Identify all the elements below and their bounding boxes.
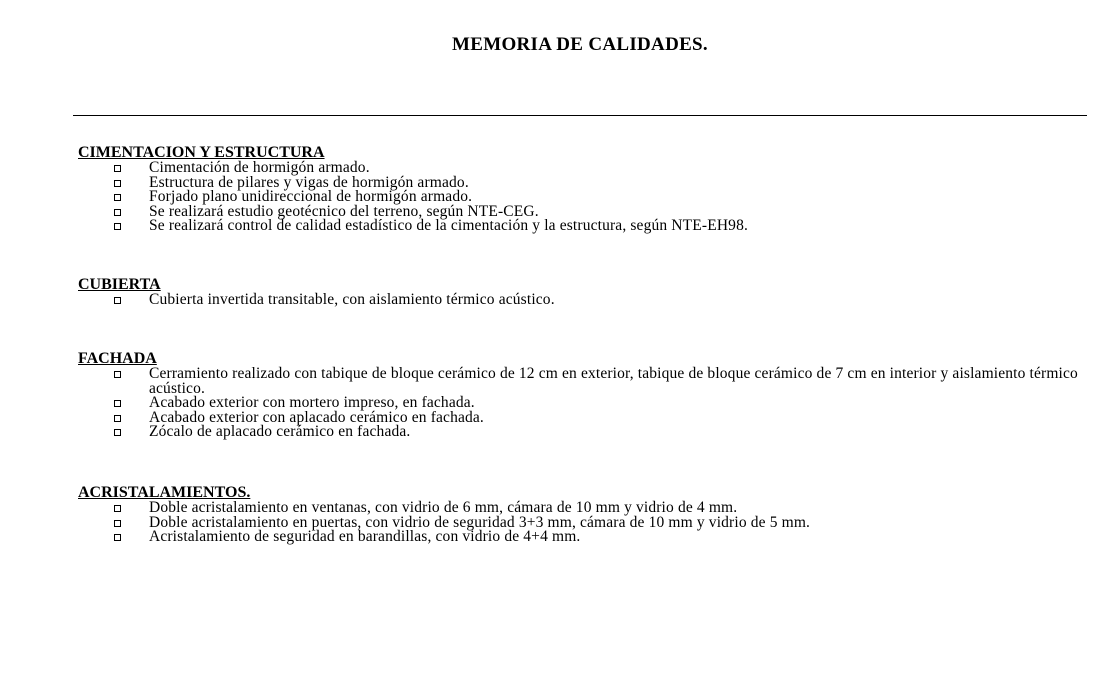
list-item-text: Se realizará control de calidad estadístico de la cimentación y la estructura, según NTE-EH98. — [149, 217, 748, 234]
list-item-text: Cimentación de hormigón armado. — [149, 159, 370, 176]
square-bullet-icon — [114, 520, 121, 527]
section-cubierta — [78, 277, 1078, 308]
square-bullet-icon — [114, 194, 121, 201]
square-bullet-icon — [114, 429, 121, 436]
bullet-list — [78, 161, 1078, 234]
list-item-text: Acabado exterior con aplacado cerámico en fachada. — [149, 408, 484, 426]
list-item-text: Cubierta invertida transitable, con aislamiento térmico acústico. — [149, 291, 555, 308]
list-item-text: Forjado plano unidireccional de hormigón armado. — [149, 188, 473, 205]
square-bullet-icon — [114, 223, 121, 230]
section-cimentacion-estructura — [78, 145, 1078, 234]
list-item-text: Acristalamiento de seguridad en barandillas, con vidrio de 4+4 mm. — [149, 528, 581, 545]
list-item-text: Estructura de pilares y vigas de hormigón armado. — [149, 173, 469, 191]
list-item — [78, 293, 1078, 308]
square-bullet-icon — [114, 505, 121, 512]
square-bullet-icon — [114, 165, 121, 172]
square-bullet-icon — [114, 534, 121, 541]
list-item-text: Cerramiento realizado con tabique de bloque cerámico de 12 cm en exterior, tabique de bloque cerámico de 7 cm en interior y aislamiento térmico acústico. — [149, 365, 1078, 397]
bullet-list — [78, 501, 1078, 545]
square-bullet-icon — [114, 180, 121, 187]
list-item-text: Se realizará estudio geotécnico del terreno, según NTE-CEG. — [149, 202, 539, 220]
horizontal-divider — [73, 115, 1087, 116]
list-item-text: Doble acristalamiento en ventanas, con vidrio de 6 mm, cámara de 10 mm y vidrio de 4 mm. — [149, 499, 738, 516]
bullet-list — [78, 293, 1078, 308]
list-item — [78, 219, 1078, 234]
bullet-list — [78, 367, 1078, 440]
list-item-text: Doble acristalamiento en puertas, con vidrio de seguridad 3+3 mm, cámara de 10 mm y vidrio de 5 mm. — [149, 513, 811, 531]
square-bullet-icon — [114, 209, 121, 216]
section-acristalamientos — [78, 485, 1078, 545]
square-bullet-icon — [114, 297, 121, 304]
section-heading: CIMENTACION Y ESTRUCTURA — [78, 144, 325, 161]
list-item — [78, 367, 1084, 396]
list-item-text: Zócalo de aplacado cerámico en fachada. — [149, 423, 411, 440]
section-fachada — [78, 351, 1078, 440]
square-bullet-icon — [114, 415, 121, 422]
section-heading: FACHADA — [78, 350, 157, 367]
square-bullet-icon — [114, 371, 121, 378]
list-item-text: Acabado exterior con mortero impreso, en fachada. — [149, 394, 475, 411]
list-item — [78, 530, 1084, 545]
section-heading: ACRISTALAMIENTOS. — [78, 484, 251, 501]
square-bullet-icon — [114, 400, 121, 407]
document-title: MEMORIA DE CALIDADES. — [452, 34, 708, 55]
list-item — [78, 425, 1084, 440]
section-heading: CUBIERTA — [78, 276, 161, 293]
